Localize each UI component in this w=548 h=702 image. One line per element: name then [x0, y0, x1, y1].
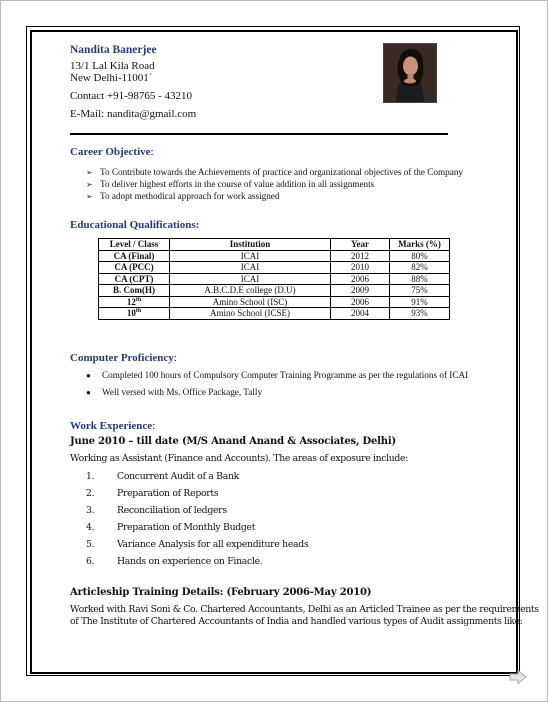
table-cell: 2012: [331, 250, 390, 262]
bullet-icon: ●: [86, 388, 91, 397]
table-row: [99, 296, 450, 308]
column-header: Marks (%): [390, 239, 450, 251]
header-divider: [70, 133, 448, 135]
column-header: Year: [331, 239, 390, 251]
table-row: [99, 273, 450, 285]
table-cell: ICAI: [170, 273, 331, 285]
profile-photo: [383, 43, 437, 103]
table-cell: ICAI: [170, 262, 331, 274]
list-item: 1. Concurrent Audit of a Bank: [86, 471, 239, 482]
table-cell: A.B.C.D.E college (D.U): [170, 285, 331, 297]
table-cell: 2006: [331, 296, 390, 308]
list-item: ➢ To Contribute towards the Achievements of practice and organizational objectives of the Company: [86, 167, 464, 177]
work-experience-heading: Work Experience:: [70, 420, 156, 432]
email-address: E-Mail: nandita@gmail.com: [70, 108, 197, 120]
table-cell: Amino School (ICSE): [170, 308, 331, 320]
column-header: Level / Class: [99, 239, 170, 251]
table-cell: 91%: [390, 296, 450, 308]
articleship-line-1: Worked with Ravi Soni & Co. Chartered Accountants, Delhi as an Articled Trainee as per the requirements: [70, 604, 539, 615]
table-header-row: [99, 239, 450, 251]
list-item: ● Completed 100 hours of Compulsory Computer Training Programme as per the regulations of ICAI: [86, 367, 468, 384]
list-item: 5. Variance Analysis for all expenditure heads: [86, 539, 309, 550]
table-cell: 2006: [331, 273, 390, 285]
list-item: 4. Preparation of Monthly Budget: [86, 522, 256, 533]
job-title: June 2010 – till date (M/S Anand Anand & Associates, Delhi): [70, 436, 396, 447]
career-objective-list: [86, 166, 463, 202]
list-item: 6. Hands on experience on Finacle.: [86, 556, 263, 567]
list-item: ➢ To adopt methodical approach for work assigned: [86, 191, 280, 201]
contact-number: Contact +91-98765 - 43210: [70, 90, 192, 102]
table-cell: 75%: [390, 285, 450, 297]
bullet-icon: ●: [86, 371, 91, 380]
job-tasks-list: [86, 468, 308, 570]
table-cell: 2004: [331, 308, 390, 320]
arrow-right-icon: [509, 670, 527, 684]
arrow-bullet-icon: ➢: [86, 180, 93, 189]
list-item: 2. Preparation of Reports: [86, 488, 219, 499]
articleship-line-2: of The Institute of Chartered Accountants of India and handled various types of Audit assignments like:: [70, 616, 523, 627]
arrow-bullet-icon: ➢: [86, 168, 93, 177]
address-line-1: 13/1 Lal Kila Road: [70, 60, 155, 72]
articleship-title: Articleship Training Details: (February 2006-May 2010): [70, 587, 372, 598]
table-cell: 2010: [331, 262, 390, 274]
table-cell: CA (Final): [99, 250, 170, 262]
address-line-2: New Delhi-11001`: [70, 72, 153, 84]
list-item: ● Well versed with Ms. Office Package, Tally: [86, 384, 468, 401]
person-photo-icon: [384, 44, 436, 102]
computer-proficiency-list: [86, 367, 468, 401]
table-cell: 93%: [390, 308, 450, 320]
education-heading: Educational Qualifications:: [70, 219, 200, 231]
column-header: Institution: [170, 239, 331, 251]
table-cell: 10th: [99, 308, 170, 320]
table-cell: B. Com(H): [99, 285, 170, 297]
list-item: 3. Reconciliation of ledgers: [86, 505, 227, 516]
computer-proficiency-heading: Computer Proficiency:: [70, 352, 177, 364]
table-cell: 12th: [99, 296, 170, 308]
next-page-arrow-icon[interactable]: [509, 670, 527, 684]
table-cell: 88%: [390, 273, 450, 285]
table-row: [99, 308, 450, 320]
table-cell: Amino School (ISC): [170, 296, 331, 308]
career-objective-heading: Career Objective:: [70, 146, 154, 158]
education-table: [98, 238, 450, 320]
candidate-name: Nandita Banerjee: [70, 44, 157, 56]
table-cell: 2009: [331, 285, 390, 297]
job-description: Working as Assistant (Finance and Accounts). The areas of exposure include:: [70, 453, 408, 464]
arrow-bullet-icon: ➢: [86, 192, 93, 201]
table-row: [99, 250, 450, 262]
table-cell: 80%: [390, 250, 450, 262]
table-row: [99, 285, 450, 297]
table-cell: ICAI: [170, 250, 331, 262]
table-row: [99, 262, 450, 274]
table-cell: CA (CPT): [99, 273, 170, 285]
list-item: ➢ To deliver highest efforts in the course of value addition in all assignments: [86, 179, 375, 189]
table-cell: 82%: [390, 262, 450, 274]
table-cell: CA (PCC): [99, 262, 170, 274]
